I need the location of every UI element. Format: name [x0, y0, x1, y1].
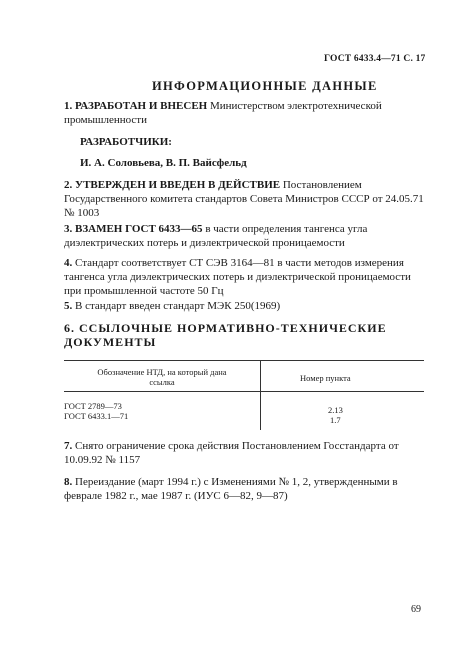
developers-names: И. А. Соловьева, В. П. Вайсфельд: [80, 157, 247, 169]
item-text: Министерством электротехнической промышленности: [64, 100, 382, 126]
table-row-doc: ГОСТ 2789—73: [64, 401, 122, 411]
item-2: [64, 178, 424, 220]
table-top-rule: [64, 360, 424, 361]
item-heading: РАЗРАБОТЧИКИ:: [80, 136, 172, 148]
item-text: Снято ограничение срока действия Постановлением Госстандарта от 10.09.92 № 1157: [64, 440, 399, 466]
page-title: ИНФОРМАЦИОННЫЕ ДАННЫЕ: [152, 79, 378, 93]
item-number: 2.: [64, 179, 73, 191]
item-number: 7.: [64, 440, 73, 452]
developers-heading: [80, 135, 172, 149]
item-heading: ССЫЛОЧНЫЕ НОРМАТИВНО-ТЕХНИЧЕСКИЕ ДОКУМЕНТЫ: [64, 321, 387, 349]
item-number: 3.: [64, 223, 73, 235]
item-6: [64, 321, 424, 349]
table-col2-header: Номер пункта: [300, 373, 351, 383]
table-header-rule: [64, 391, 424, 392]
table-column-divider: [260, 360, 261, 430]
item-8: [64, 475, 424, 503]
item-heading: УТВЕРЖДЕН И ВВЕДЕН В ДЕЙСТВИЕ: [75, 179, 281, 191]
item-7: [64, 439, 424, 467]
table-col1-header: Обозначение НТД, на который дана ссылка: [97, 367, 227, 387]
item-heading: ВЗАМЕН ГОСТ 6433—65: [75, 223, 203, 235]
item-number: 4.: [64, 257, 73, 269]
item-text: Переиздание (март 1994 г.) с Изменениями № 1, 2, утвержденными в феврале 1982 г., мае 1987 г. (ИУС 6—82, 9—87): [64, 476, 398, 502]
item-number: 6.: [64, 321, 75, 335]
table-row-point: 2.13: [328, 405, 343, 415]
item-heading: РАЗРАБОТАН И ВНЕСЕН: [75, 100, 208, 112]
item-5: [64, 299, 424, 313]
table-row-point: 1.7: [330, 415, 341, 425]
page-number: 69: [411, 604, 421, 615]
item-text: в части определения тангенса угла диэлектрических потерь и диэлектрической проницаемости: [64, 223, 368, 249]
item-number: 5.: [64, 300, 73, 312]
item-number: 8.: [64, 476, 73, 488]
item-number: 1.: [64, 100, 73, 112]
item-4: [64, 256, 424, 298]
item-text: Постановлением Государственного комитета стандартов Совета Министров СССР от 24.05.71 № 1003: [64, 179, 424, 219]
item-text: В стандарт введен стандарт МЭК 250(1969): [75, 300, 281, 312]
item-1: [64, 99, 424, 127]
item-text: Стандарт соответствует СТ СЭВ 3164—81 в части методов измерения тангенса угла диэлектрических потерь и диэлектрической проницаемости при промышленной частоте 50 Гц: [64, 257, 411, 297]
item-3: [64, 222, 424, 250]
table-row-doc: ГОСТ 6433.1—71: [64, 411, 129, 421]
running-header: ГОСТ 6433.4—71 С. 17: [324, 54, 426, 64]
